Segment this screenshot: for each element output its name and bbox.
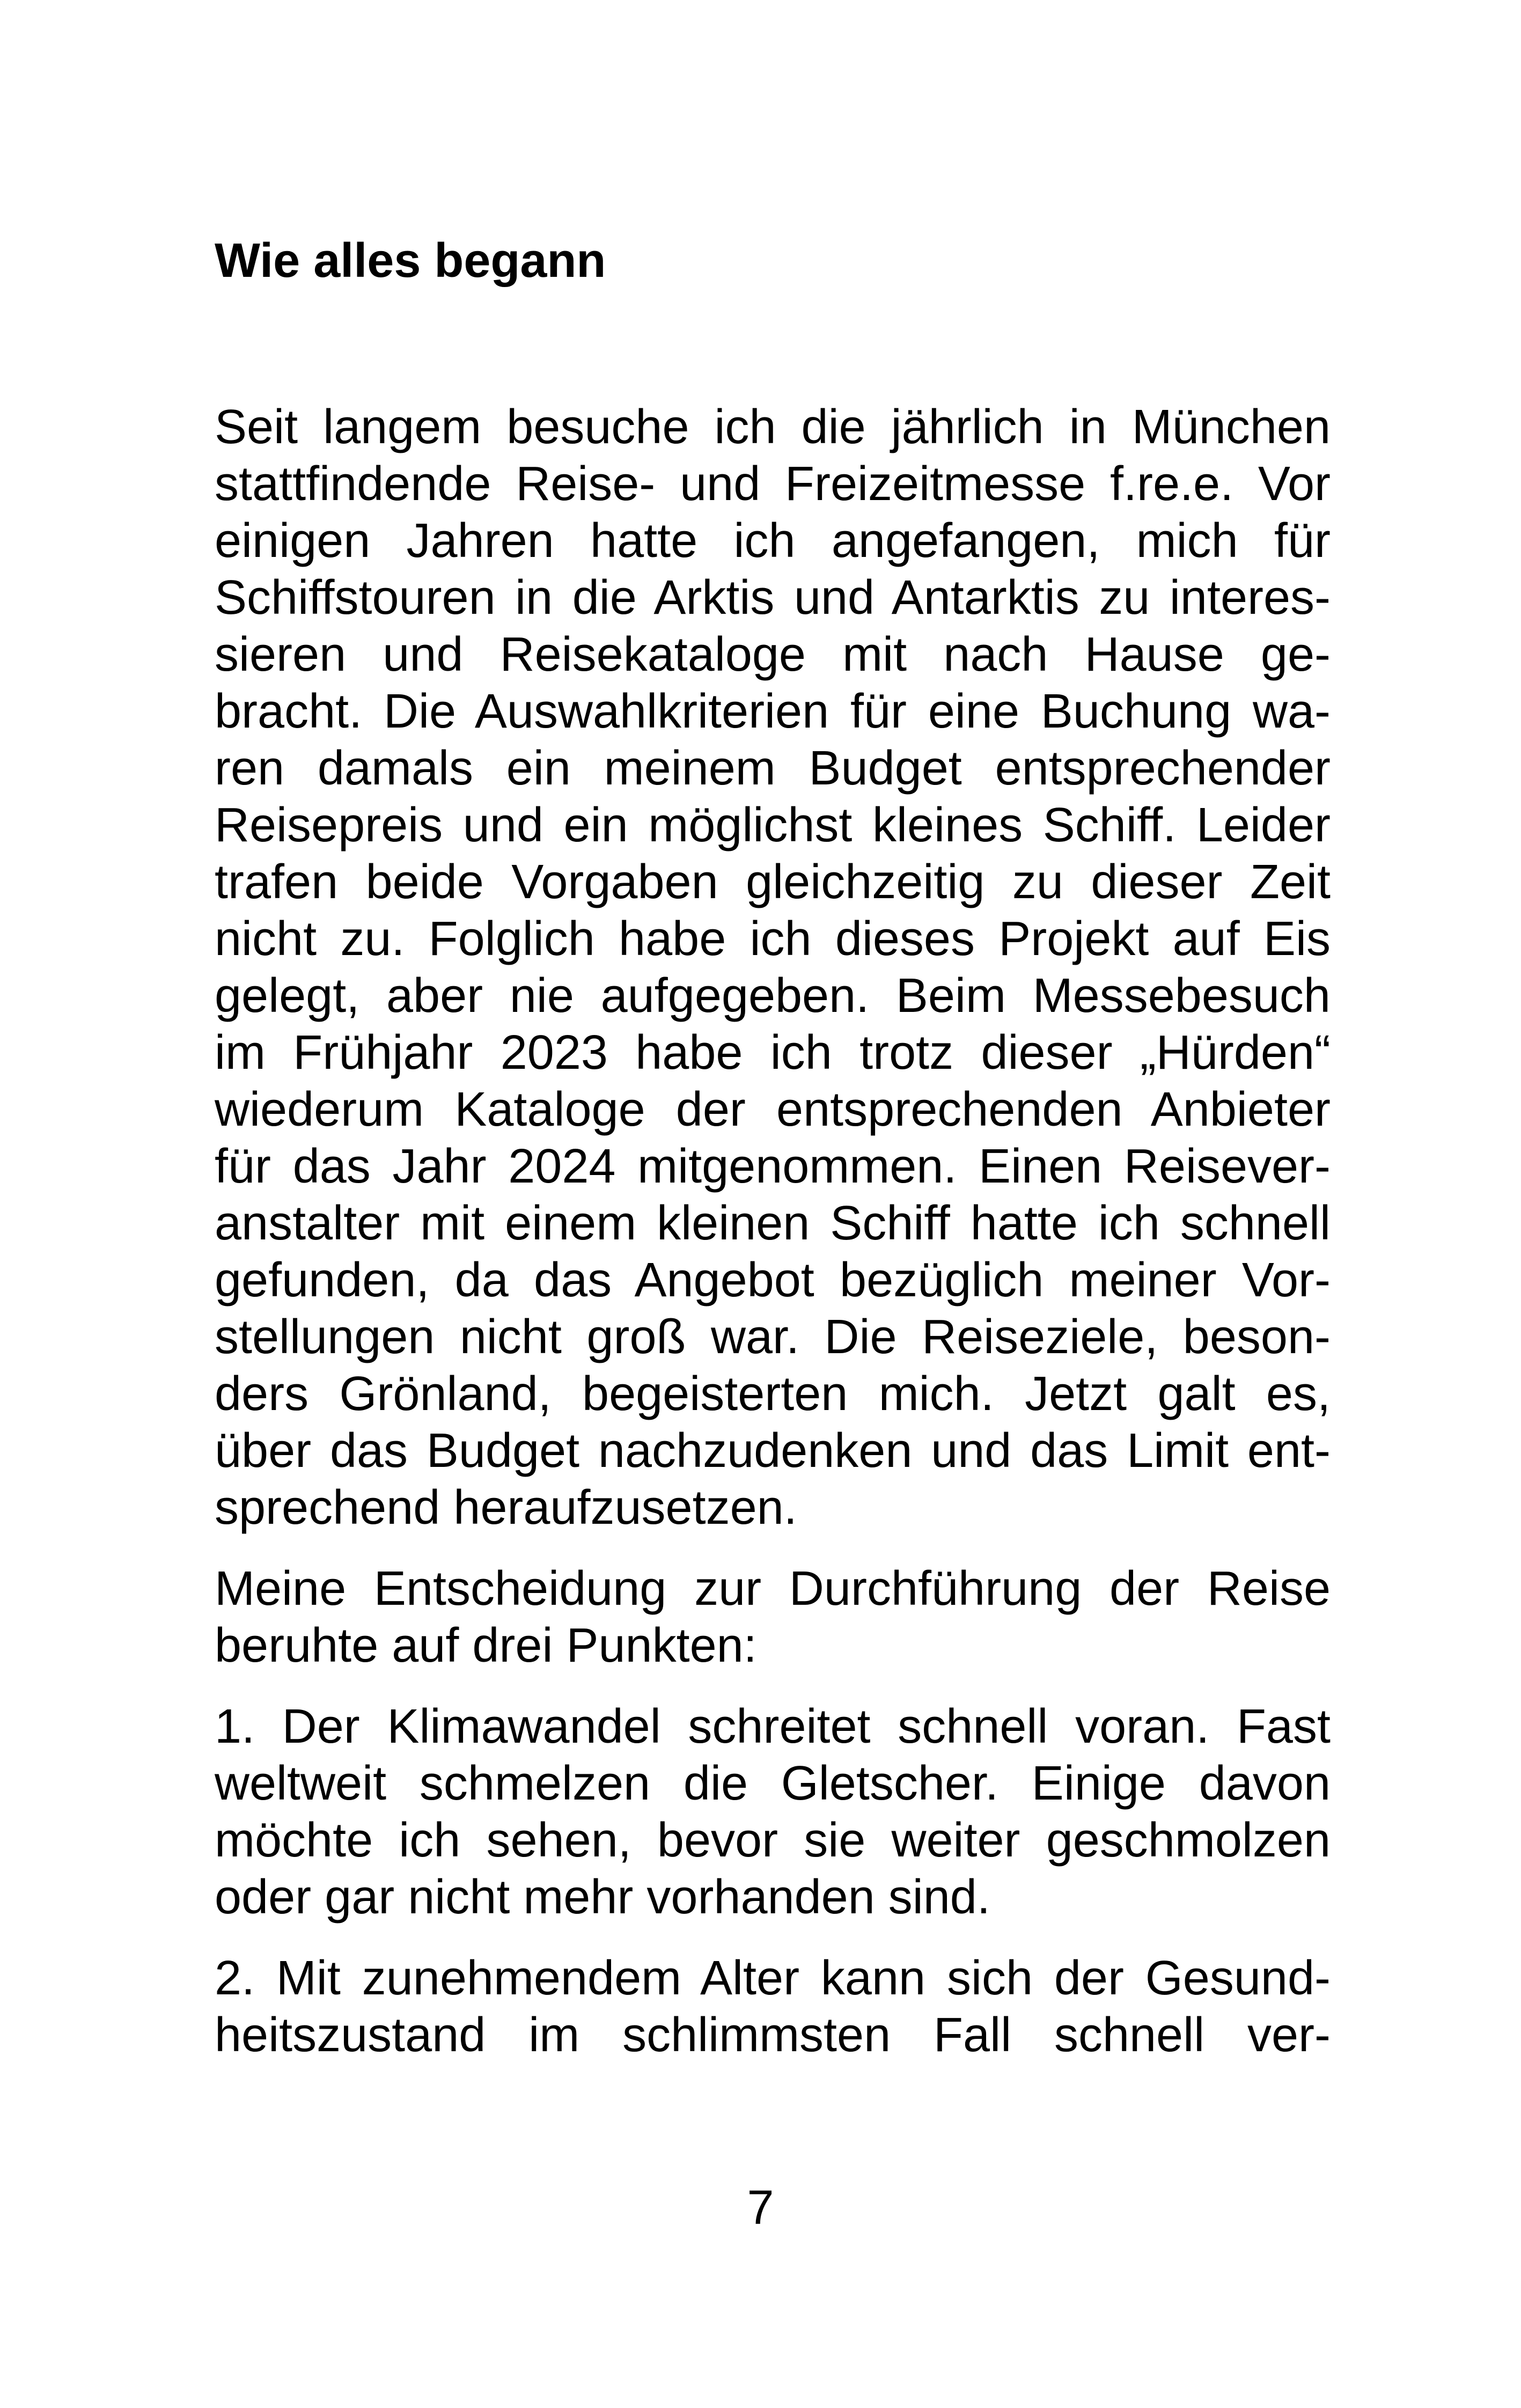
text-line: trafen beide Vorgaben gleichzeitig zu dieser Zeit	[215, 855, 1331, 909]
paragraph-list-item-1	[215, 1698, 1331, 1926]
text-line: Schiffstouren in die Arktis und Antarktis zu interes-	[215, 571, 1331, 625]
text-line: stattfindende Reise- und Freizeitmesse f.re.e. Vor	[215, 457, 1331, 511]
text-line: sprechend heraufzusetzen.	[215, 1481, 797, 1535]
text-line: Reisepreis und ein möglichst kleines Schiff. Leider	[215, 798, 1331, 852]
text-line: beruhte auf drei Punkten:	[215, 1619, 757, 1672]
text-line: gelegt, aber nie aufgegeben. Beim Messebesuch	[215, 969, 1331, 1023]
text-line: stellungen nicht groß war. Die Reiseziele, beson-	[215, 1310, 1331, 1364]
text-line: wiederum Kataloge der entsprechenden Anbieter	[215, 1083, 1331, 1136]
text-line: möchte ich sehen, bevor sie weiter geschmolzen	[215, 1814, 1331, 1867]
text-line: 2. Mit zunehmendem Alter kann sich der Gesund-	[215, 1951, 1331, 2005]
text-line: ren damals ein meinem Budget entsprechender	[215, 742, 1331, 795]
text-line: nicht zu. Folglich habe ich dieses Projekt auf Eis	[215, 912, 1331, 966]
text-line: über das Budget nachzudenken und das Limit ent-	[215, 1424, 1331, 1478]
text-line: weltweit schmelzen die Gletscher. Einige davon	[215, 1757, 1331, 1810]
text-line: sieren und Reisekataloge mit nach Hause ge-	[215, 628, 1331, 681]
text-line: Meine Entscheidung zur Durchführung der Reise	[215, 1562, 1331, 1616]
paragraph-1	[215, 399, 1331, 1536]
text-line: einigen Jahren hatte ich angefangen, mich für	[215, 514, 1331, 568]
chapter-heading: Wie alles begann	[215, 234, 606, 288]
text-line: bracht. Die Auswahlkriterien für eine Buchung wa-	[215, 685, 1331, 738]
page-number: 7	[747, 2181, 774, 2235]
text-line: oder gar nicht mehr vorhanden sind.	[215, 1870, 990, 1924]
text-line: für das Jahr 2024 mitgenommen. Einen Reisever-	[215, 1140, 1331, 1193]
paragraph-list-item-2	[215, 1950, 1331, 2064]
text-line: heitszustand im schlimmsten Fall schnell ver-	[215, 2008, 1331, 2062]
text-line: 1. Der Klimawandel schreitet schnell voran. Fast	[215, 1700, 1331, 1753]
text-line: anstalter mit einem kleinen Schiff hatte ich schnell	[215, 1196, 1331, 1250]
text-line: im Frühjahr 2023 habe ich trotz dieser „Hürden“	[215, 1026, 1331, 1080]
paragraph-2	[215, 1560, 1331, 1674]
text-line: Seit langem besuche ich die jährlich in München	[215, 400, 1331, 454]
text-line: ders Grönland, begeisterten mich. Jetzt galt es,	[215, 1367, 1331, 1421]
text-line: gefunden, da das Angebot bezüglich meiner Vor-	[215, 1253, 1331, 1307]
